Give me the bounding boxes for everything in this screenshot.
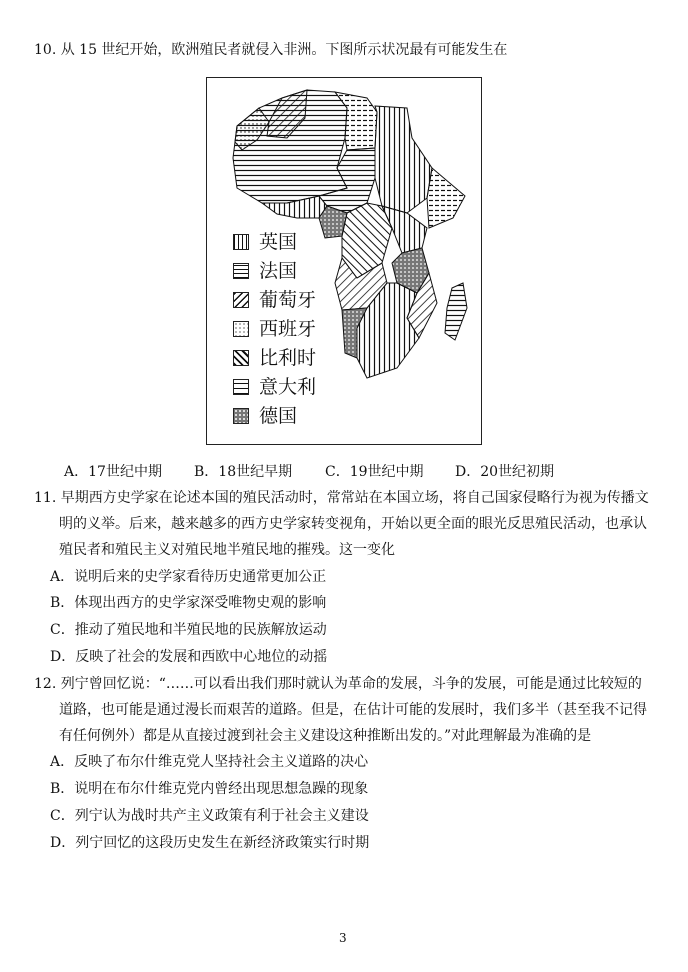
legend-swatch-dashes-icon: [233, 379, 249, 395]
question-11-option-b: B．体现出西方的史学家深受唯物史观的影响: [50, 595, 327, 611]
question-11-option-c: C．推动了殖民地和半殖民地的民族解放运动: [50, 622, 327, 638]
legend-item-france: [233, 261, 353, 283]
legend-label: 比利时: [259, 347, 317, 369]
region-british-east: [375, 106, 432, 213]
option-d: D．20世纪初期: [455, 464, 555, 480]
question-12-stem-line-3: 有任何例外）都是从直接过渡到社会主义建设这种推断出发的。”对此理解最为准确的是: [59, 728, 592, 744]
page-number: 3: [339, 931, 347, 945]
legend-label: 德国: [259, 405, 298, 427]
legend-item-britain: [233, 232, 353, 254]
legend-item-portugal: [233, 290, 353, 312]
legend-swatch-vertical-icon: [233, 234, 249, 250]
legend-swatch-diagonal-left-icon: [233, 350, 249, 366]
question-11-stem-line-2: 明的义举。后来，越来越多的西方史学家转变视角，开始以更全面的眼光反思殖民活动，也承认: [59, 516, 647, 532]
option-a: A．17世纪中期: [64, 464, 162, 480]
region-madagascar: [445, 283, 467, 340]
legend-item-germany: [233, 406, 353, 428]
legend-swatch-horizontal-icon: [233, 263, 249, 279]
question-11-stem-line-1: 11. 早期西方史学家在论述本国的殖民活动时，常常站在本国立场，将自己国家侵略行为视为传播文: [34, 490, 649, 506]
legend-label: 法国: [259, 260, 298, 282]
legend-label: 英国: [259, 231, 298, 253]
question-12-option-d: D．列宁回忆的这段历史发生在新经济政策实行时期: [50, 835, 370, 851]
question-11-option-d: D．反映了社会的发展和西欧中心地位的动摇: [50, 649, 328, 665]
legend-label: 意大利: [259, 376, 317, 398]
legend-swatch-crosshatch-icon: [233, 408, 249, 424]
legend-label: 西班牙: [259, 318, 317, 340]
legend-item-belgium: [233, 348, 353, 370]
legend-item-spain: [233, 319, 353, 341]
legend-item-italy: [233, 377, 353, 399]
question-12-stem-line-2: 道路，也可能是通过漫长而艰苦的道路。但是，在估计可能的发展时，我们多半（甚至我不记得: [59, 702, 647, 718]
region-italian-horn: [427, 168, 465, 228]
option-c: C．19世纪中期: [325, 464, 424, 480]
legend-swatch-dots-icon: [233, 321, 249, 337]
option-b: B．18世纪早期: [194, 464, 293, 480]
question-11-stem-line-3: 殖民者和殖民主义对殖民地半殖民地的摧残。这一变化: [59, 542, 395, 558]
question-12-option-b: B．说明在布尔什维克党内曾经出现思想急躁的现象: [50, 781, 369, 797]
question-12-stem-line-1: 12. 列宁曾回忆说：“……可以看出我们那时就认为革命的发展，斗争的发展，可能是通过比较短的: [34, 676, 642, 692]
legend-label: 葡萄牙: [259, 289, 317, 311]
question-12-option-a: A．反映了布尔什维克党人坚持社会主义道路的决心: [50, 754, 369, 770]
question-11-option-a: A．说明后来的史学家看待历史通常更加公正: [50, 569, 327, 585]
question-10-stem: 10. 从 15 世纪开始，欧洲殖民者就侵入非洲。下图所示状况最有可能发生在: [34, 42, 508, 58]
question-12-option-c: C．列宁认为战时共产主义政策有利于社会主义建设: [50, 808, 369, 824]
legend-swatch-diagonal-icon: [233, 292, 249, 308]
